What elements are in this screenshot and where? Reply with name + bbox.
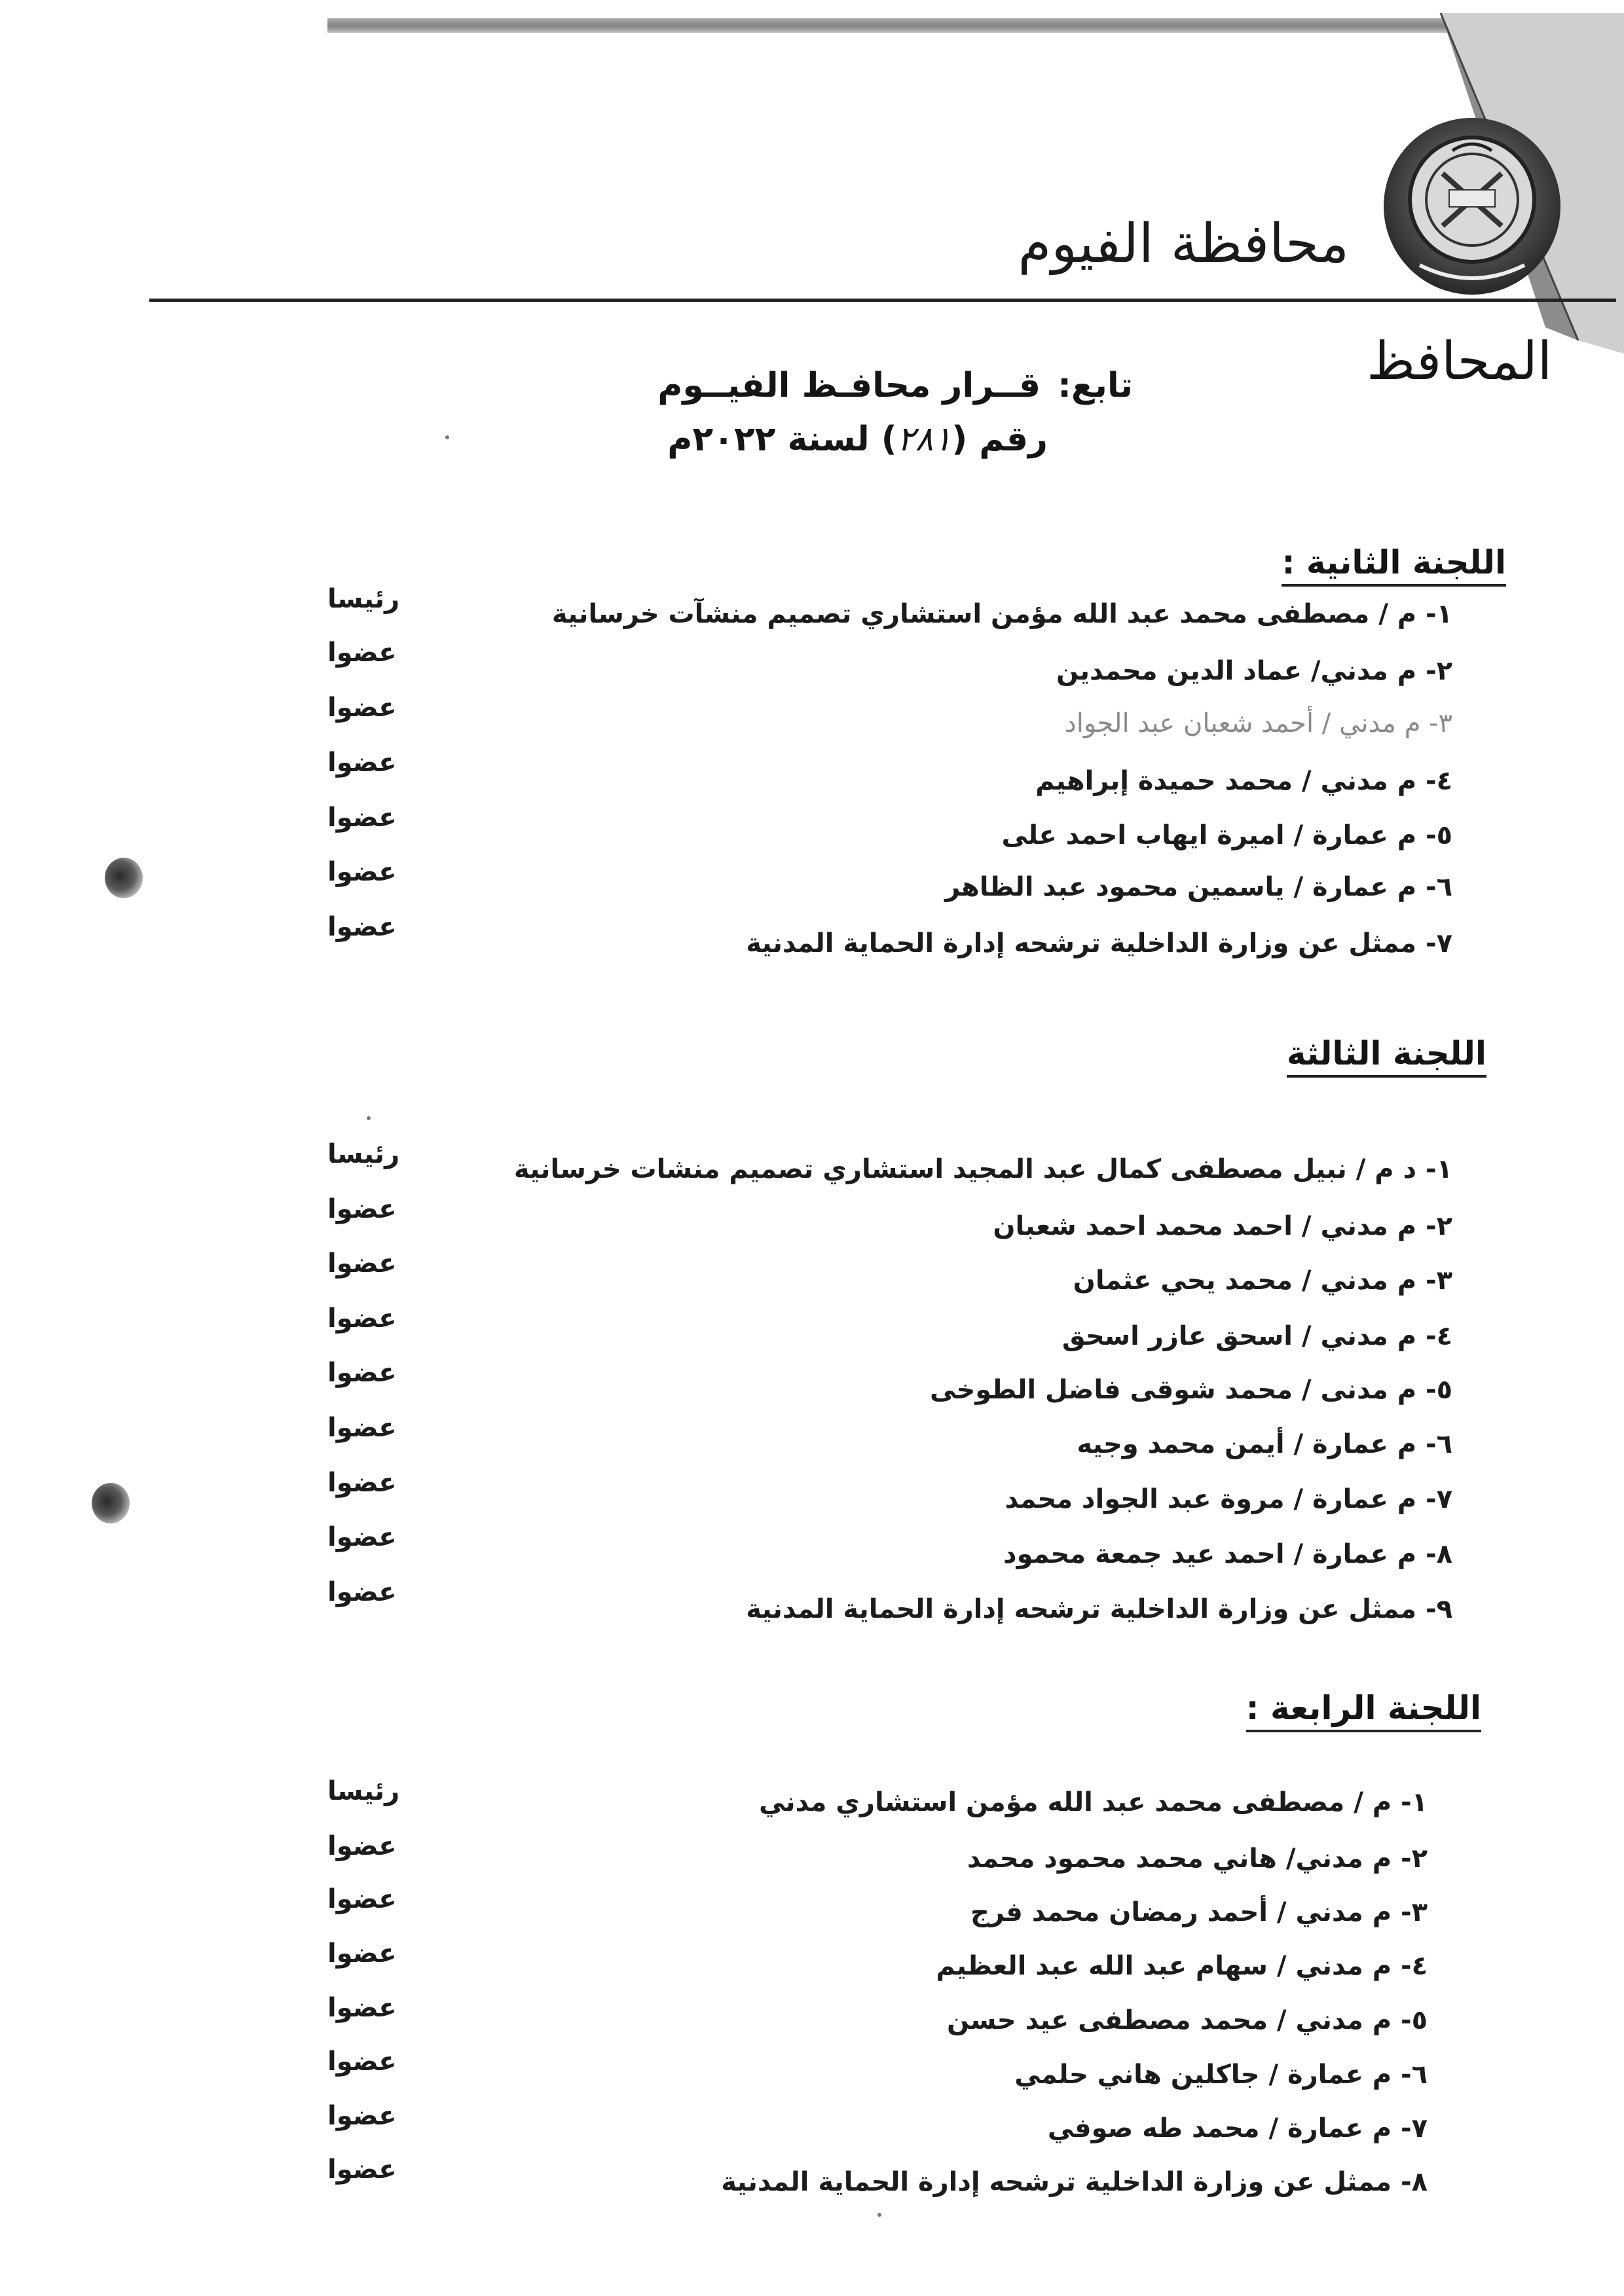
office-title: المحافظ [1366, 331, 1552, 392]
member-line: ٧- م عمارة / مروة عبد الجواد محمد [1005, 1484, 1452, 1514]
member-line: ١- م / مصطفى محمد عبد الله مؤمن استشاري تصميم منشآت خرسانية [551, 599, 1452, 629]
member-line: ٢- م مدني/ عماد الدين محمدين [1056, 656, 1452, 686]
punch-hole [105, 858, 143, 898]
member-role: عضوا [327, 748, 397, 778]
member-line: ٩- ممثل عن وزارة الداخلية ترشحه إدارة الحماية المدنية [746, 1594, 1452, 1624]
member-role: رئيسا [327, 1776, 400, 1806]
member-role: عضوا [327, 638, 397, 668]
member-role: عضوا [327, 1358, 397, 1388]
member-line: ٦- م عمارة / أيمن محمد وجيه [1077, 1429, 1452, 1459]
member-role: عضوا [327, 1248, 397, 1279]
member-role: عضوا [327, 1577, 397, 1607]
member-role: عضوا [327, 857, 397, 887]
decree-heading [657, 359, 1133, 466]
member-role: عضوا [327, 1468, 397, 1498]
punch-hole [92, 1483, 130, 1523]
member-line: ٢- م مدني/ هاني محمد محمود محمد [967, 1844, 1428, 1874]
member-line: ٥- م مدنى / محمد شوقى فاضل الطوخى [929, 1375, 1452, 1405]
member-role: عضوا [327, 2101, 397, 2131]
member-role: رئيسا [327, 1139, 400, 1169]
member-role: عضوا [327, 912, 397, 942]
member-line: ٤- م مدني / محمد حميدة إبراهيم [1035, 766, 1452, 796]
member-role: عضوا [327, 1939, 397, 1969]
decree-number-line [657, 412, 1048, 466]
governorate-name: محافظة الفيوم [1018, 213, 1349, 275]
member-role: عضوا [327, 1831, 397, 1861]
governorate-seal-logo [1380, 111, 1564, 301]
member-role: عضوا [327, 1194, 397, 1224]
member-line: ٣- م مدني / أحمد رمضان محمد فرج [970, 1897, 1428, 1927]
member-line: ٤- م مدني / سهام عبد الله عبد العظيم [936, 1951, 1428, 1981]
member-line: ١- د م / نبيل مصطفى كمال عبد المجيد استشاري تصميم منشات خرسانية [513, 1154, 1452, 1184]
header-divider [149, 299, 1616, 302]
member-line: ٨- م عمارة / احمد عيد جمعة محمود [1003, 1539, 1452, 1569]
member-line: ٧- ممثل عن وزارة الداخلية ترشحه إدارة الحماية المدنية [746, 928, 1452, 958]
decree-number-label: رقم ( [951, 420, 1048, 459]
member-role: رئيسا [327, 584, 400, 614]
member-line: ٤- م مدني / اسحق عازر اسحق [1061, 1321, 1452, 1351]
member-line: ٥- م مدني / محمد مصطفى عيد حسن [947, 2005, 1428, 2035]
committee-title: اللجنة الثالثة [1287, 1034, 1486, 1078]
member-line: ٥- م عمارة / اميرة ايهاب احمد على [1001, 820, 1452, 850]
decree-number: ٢٨١ [896, 420, 952, 459]
member-line: ٣- م مدني / محمد يحي عثمان [1073, 1266, 1452, 1296]
member-role: عضوا [327, 1303, 397, 1334]
member-line: ١- م / مصطفى محمد عبد الله مؤمن استشاري مدني [758, 1787, 1428, 1817]
member-line: ٦- م عمارة / ياسمين محمود عبد الظاهر [945, 872, 1452, 902]
committee-title: اللجنة الثانية : [1282, 543, 1506, 587]
member-line: ٨- ممثل عن وزارة الداخلية ترشحه إدارة الحماية المدنية [721, 2167, 1428, 2197]
member-line: ٢- م مدني / احمد محمد احمد شعبان [993, 1211, 1452, 1241]
decree-title: قــرار محافـظ الفيــوم [657, 366, 1041, 405]
scan-top-shadow [327, 18, 1480, 33]
scan-speck [367, 1116, 371, 1120]
member-role: عضوا [327, 1522, 397, 1552]
decree-title-line [657, 359, 1133, 412]
scan-speck [877, 2213, 881, 2217]
member-role: عضوا [327, 1884, 397, 1914]
member-role: عضوا [327, 2155, 397, 2185]
member-role: عضوا [327, 1413, 397, 1443]
committee-title: اللجنة الرابعة : [1246, 1689, 1481, 1732]
member-role: عضوا [327, 1993, 397, 2023]
member-role: عضوا [327, 803, 397, 833]
scan-speck [445, 435, 449, 439]
member-line: ٧- م عمارة / محمد طه صوفي [1047, 2113, 1428, 2143]
member-role: عضوا [327, 2047, 397, 2077]
decree-prefix: تابع: [1058, 366, 1133, 405]
decree-year: ) لسنة ٢٠٢٢م [667, 420, 897, 459]
member-line: ٦- م عمارة / جاكلين هاني حلمي [1014, 2060, 1428, 2090]
member-line: ٣- م مدني / أحمد شعبان عبد الجواد [1064, 708, 1452, 738]
member-role: عضوا [327, 693, 397, 723]
